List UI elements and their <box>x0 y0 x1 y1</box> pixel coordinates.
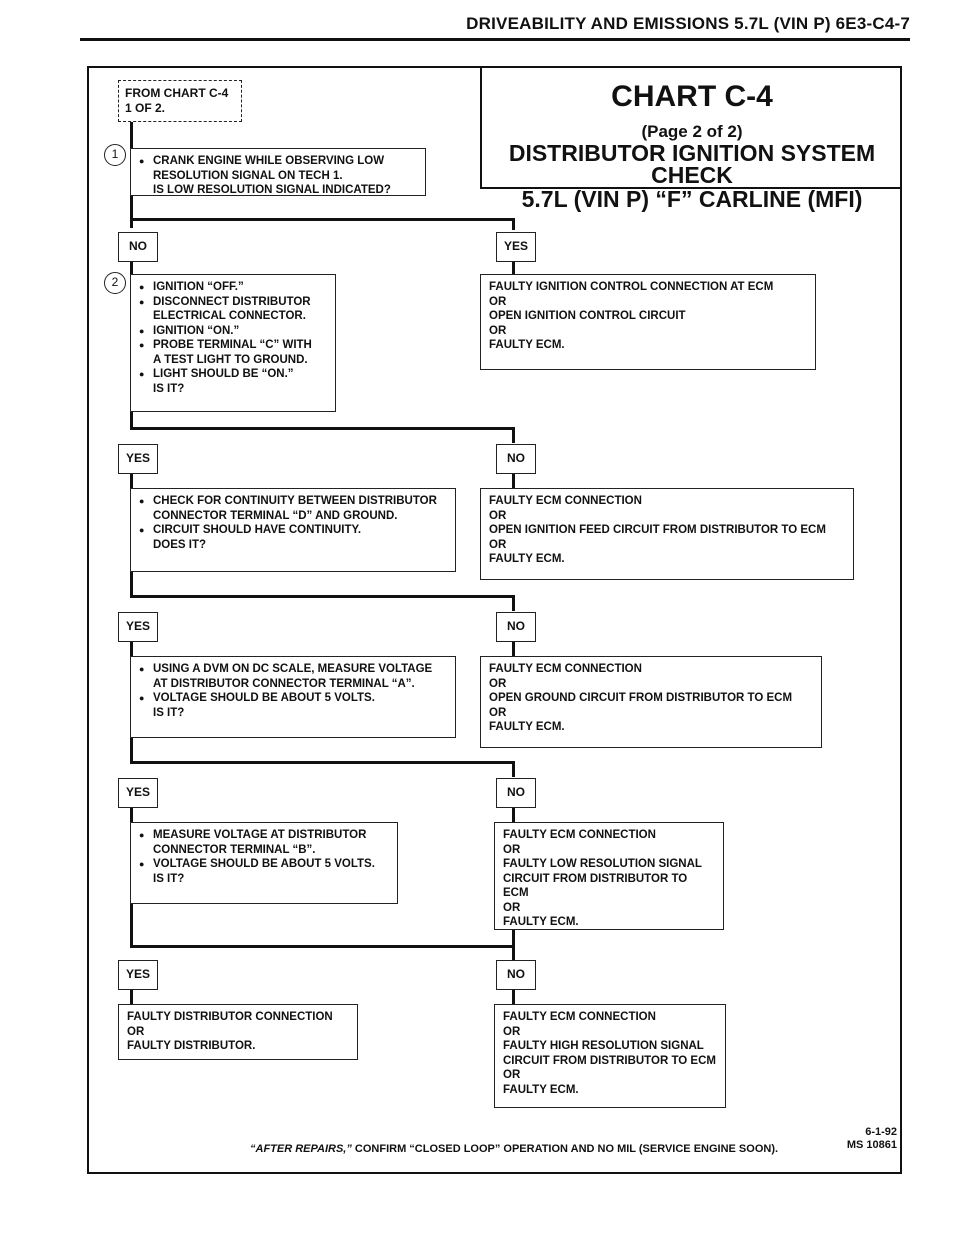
from-line-2: 1 OF 2. <box>125 101 166 115</box>
chart-page: (Page 2 of 2) <box>641 122 743 141</box>
result5-line: FAULTY DISTRIBUTOR CONNECTION <box>127 1011 333 1023</box>
document-number: MS 10861 <box>846 1139 897 1151</box>
connector-line <box>130 808 133 822</box>
box2-item: ● IGNITION “OFF.” <box>139 280 327 295</box>
step-2-marker: 2 <box>104 272 126 294</box>
box2-question: IS IT? <box>153 382 185 395</box>
connector-line <box>130 262 133 274</box>
result-box-3 <box>480 656 822 748</box>
result1-line: OPEN IGNITION CONTROL CIRCUIT <box>489 310 686 322</box>
branch-line <box>130 218 515 221</box>
result4-line: CIRCUIT FROM DISTRIBUTOR TO ECM <box>503 872 688 899</box>
result6-line: FAULTY ECM. <box>503 1083 579 1096</box>
connector-line <box>130 474 133 488</box>
result4-line: OR <box>503 901 521 914</box>
connector-line <box>512 808 515 822</box>
box3-question: DOES IT? <box>153 538 207 551</box>
check-box-3 <box>130 488 456 572</box>
check-box-1 <box>130 148 426 196</box>
step-1-marker: 1 <box>104 144 126 166</box>
result2-line: FAULTY ECM. <box>489 553 565 565</box>
no-label: NO <box>118 232 158 262</box>
page-header-title: DRIVEABILITY AND EMISSIONS 5.7L (VIN P) 6E3-C4-7 <box>466 14 910 33</box>
connector-line <box>512 595 515 611</box>
result3-line: OR <box>489 706 507 719</box>
connector-line <box>130 904 133 948</box>
box5-question: IS IT? <box>153 872 185 885</box>
yes-label: YES <box>118 778 158 808</box>
document-date: 6-1-92 <box>865 1126 897 1138</box>
chart-subtitle: DISTRIBUTOR IGNITION SYSTEM CHECK <box>508 140 876 188</box>
no-label: NO <box>496 960 536 990</box>
result2-line: OPEN IGNITION FEED CIRCUIT FROM DISTRIBUTOR TO ECM <box>489 524 826 536</box>
box3-item: ● CIRCUIT SHOULD HAVE CONTINUITY. <box>139 523 447 538</box>
result-box-1 <box>480 274 816 370</box>
result4-line: FAULTY ECM. <box>503 916 579 928</box>
branch-line <box>130 945 515 948</box>
box4-question: IS IT? <box>153 706 185 719</box>
result2-line: OR <box>489 538 507 551</box>
result2-line: FAULTY ECM CONNECTION <box>489 495 642 507</box>
result6-line: FAULTY HIGH RESOLUTION SIGNAL <box>503 1040 704 1052</box>
result1-line: OR <box>489 324 507 337</box>
from-chart-reference <box>118 80 242 122</box>
box2-text: A TEST LIGHT TO GROUND. <box>153 353 308 366</box>
connector-line <box>130 122 133 150</box>
result-box-2 <box>480 488 854 580</box>
after-repairs-emphasis: “AFTER REPAIRS,” <box>250 1143 352 1155</box>
connector-line <box>512 930 515 960</box>
box4-text: AT DISTRIBUTOR CONNECTOR TERMINAL “A”. <box>153 677 415 690</box>
box2-item: ● PROBE TERMINAL “C” WITH <box>139 338 327 353</box>
branch-line <box>130 595 515 598</box>
connector-line <box>512 218 515 230</box>
chart-engine: 5.7L (VIN P) “F” CARLINE (MFI) <box>521 186 863 212</box>
box1-question: IS LOW RESOLUTION SIGNAL INDICATED? <box>153 184 391 196</box>
result3-line: OR <box>489 677 507 690</box>
chart-name: CHART C-4 <box>611 80 773 113</box>
connector-line <box>512 642 515 656</box>
header-rule <box>80 38 910 41</box>
check-box-2 <box>130 274 336 412</box>
from-line-1: FROM CHART C-4 <box>125 86 229 100</box>
result3-line: OPEN GROUND CIRCUIT FROM DISTRIBUTOR TO ECM <box>489 692 793 704</box>
box5-item: ● VOLTAGE SHOULD BE ABOUT 5 VOLTS. <box>139 857 389 872</box>
result3-line: FAULTY ECM CONNECTION <box>489 663 642 675</box>
connector-line <box>512 262 515 274</box>
result-box-4 <box>494 822 724 930</box>
box4-item: ● USING A DVM ON DC SCALE, MEASURE VOLTAGE <box>139 662 447 677</box>
result1-line: FAULTY IGNITION CONTROL CONNECTION AT ECM <box>489 281 774 293</box>
box3-item: ● CHECK FOR CONTINUITY BETWEEN DISTRIBUTOR <box>139 494 447 509</box>
connector-line <box>512 474 515 488</box>
box2-item: ● IGNITION “ON.” <box>139 324 327 339</box>
result6-line: OR <box>503 1025 521 1038</box>
result3-line: FAULTY ECM. <box>489 721 565 733</box>
no-label: NO <box>496 612 536 642</box>
chart-title-block <box>480 66 902 212</box>
result-box-6 <box>494 1004 726 1108</box>
connector-line <box>130 990 133 1004</box>
box2-item: ● DISCONNECT DISTRIBUTOR <box>139 295 327 310</box>
result4-line: FAULTY ECM CONNECTION <box>503 829 656 841</box>
result4-line: FAULTY LOW RESOLUTION SIGNAL <box>503 858 702 870</box>
box4-item: ● VOLTAGE SHOULD BE ABOUT 5 VOLTS. <box>139 691 447 706</box>
result4-line: OR <box>503 843 521 856</box>
check-box-5 <box>130 822 398 904</box>
result5-line: OR <box>127 1025 145 1038</box>
result5-line: FAULTY DISTRIBUTOR. <box>127 1040 256 1052</box>
connector-line <box>512 990 515 1004</box>
yes-label: YES <box>118 444 158 474</box>
box5-item: ● MEASURE VOLTAGE AT DISTRIBUTOR <box>139 828 389 843</box>
result6-line: FAULTY ECM CONNECTION <box>503 1011 656 1023</box>
connector-line <box>512 427 515 443</box>
after-repairs-text: CONFIRM “CLOSED LOOP” OPERATION AND NO MIL (SERVICE ENGINE SOON). <box>351 1143 779 1155</box>
yes-label: YES <box>118 612 158 642</box>
result-box-5 <box>118 1004 358 1060</box>
result2-line: OR <box>489 509 507 522</box>
no-label: NO <box>496 444 536 474</box>
document-code <box>812 1126 897 1152</box>
box5-text: CONNECTOR TERMINAL “B”. <box>153 843 316 856</box>
yes-label: YES <box>496 232 536 262</box>
connector-line <box>130 196 133 228</box>
connector-line <box>130 642 133 656</box>
result6-line: CIRCUIT FROM DISTRIBUTOR TO ECM <box>503 1054 716 1067</box>
box2-text: ELECTRICAL CONNECTOR. <box>153 310 306 322</box>
box1-item: ● CRANK ENGINE WHILE OBSERVING LOW <box>139 154 417 169</box>
result1-line: FAULTY ECM. <box>489 339 565 351</box>
result6-line: OR <box>503 1069 521 1081</box>
branch-line <box>130 761 515 764</box>
box2-item: ● LIGHT SHOULD BE “ON.” <box>139 367 327 382</box>
yes-label: YES <box>118 960 158 990</box>
after-repairs-note <box>250 1143 778 1155</box>
box3-text: CONNECTOR TERMINAL “D” AND GROUND. <box>153 509 398 522</box>
branch-line <box>130 427 515 430</box>
no-label: NO <box>496 778 536 808</box>
check-box-4 <box>130 656 456 738</box>
box1-text: RESOLUTION SIGNAL ON TECH 1. <box>153 169 343 182</box>
connector-line <box>512 761 515 777</box>
result1-line: OR <box>489 295 507 308</box>
